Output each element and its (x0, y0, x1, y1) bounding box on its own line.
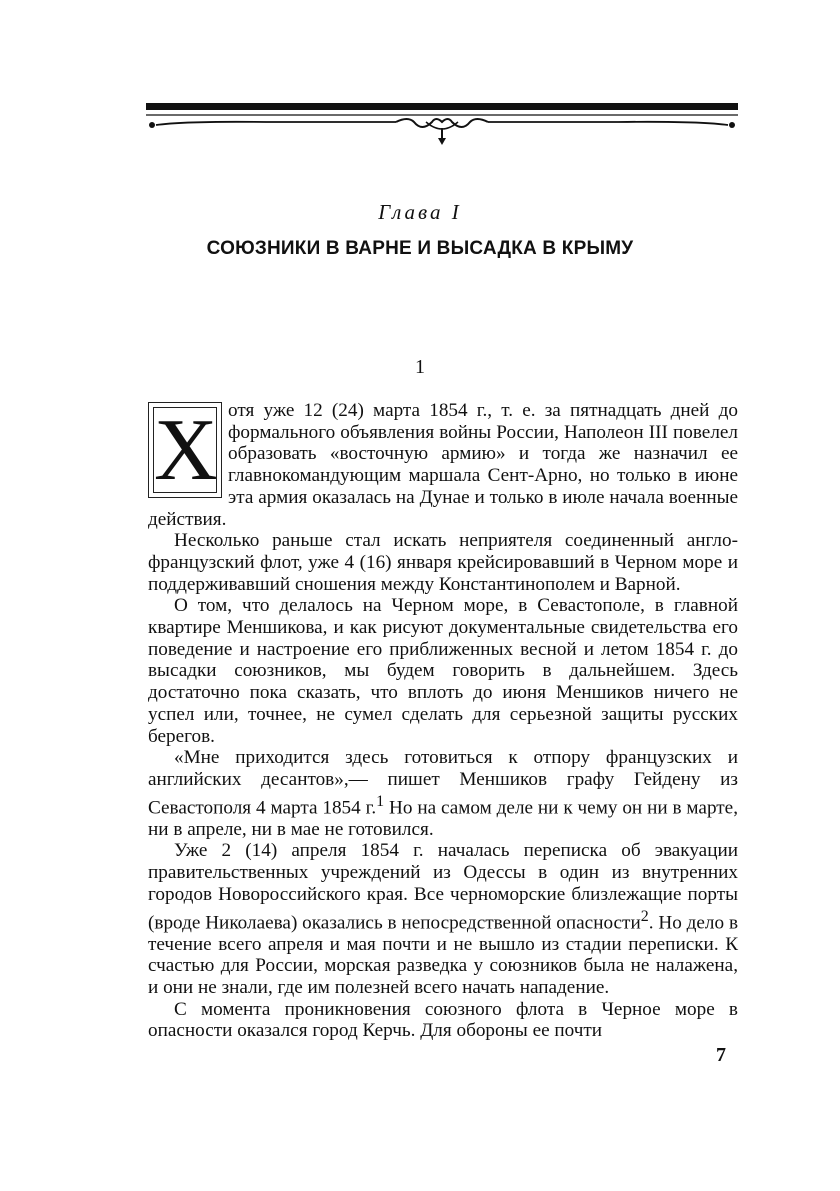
paragraph: Несколько раньше стал искать неприятеля соединенный англо-французский флот, уже 4 (16) января крейсировавший в Черном море и поддерживавший сношения между Константинополем и Варной. (148, 530, 738, 595)
chapter-title: СОЮЗНИКИ В ВАРНЕ И ВЫСАДКА В КРЫМУ (206, 238, 634, 259)
paragraph-text: Уже 2 (14) апреля 1854 г. началась переписка об эвакуации правительственных учреждений из Одессы в один из внутренних городов Новороссийского края. Все черноморские близлежащие порты (вроде Николаева) оказались в непосредственной опасности (148, 840, 738, 933)
footnote-marker[interactable]: 2 (640, 907, 649, 925)
paragraph: отя уже 12 (24) марта 1854 г., т. е. за пятнадцать дней до формального объявления войны России, Наполеон III повелел образовать «восточную армию» и тогда же назначил ее главнокомандующим маршала Сент-Арно, но только в июне эта армия оказалась на Дунае и только в июле начала военные действия. (148, 400, 738, 530)
paragraph-text: «Мне приходится здесь готовиться к отпору французских и английских десантов»,— пишет Меншиков графу Гейдену из Севастополя 4 марта 1854 г. (148, 747, 738, 819)
paragraph-text: Но на самом деле ни к чему он ни в марте, ни в апреле, ни в мае не готовился. (148, 797, 738, 840)
paragraph (148, 840, 738, 998)
page-number: 7 (716, 1044, 726, 1066)
paragraph: С момента проникновения союзного флота в Черное море в опасности оказался город Керчь. Для обороны ее почти (148, 998, 738, 1042)
paragraph-text: . Но дело в течение всего апреля и мая почти и не вышло из стадии переписки. К счастью для России, морская разведка у союзников была не налажена, и они не знали, где им полезней всего начать нападение. (148, 911, 738, 999)
paragraph: О том, что делалось на Черном море, в Севастополе, в главной квартире Меншикова, и как рисуют документальные свидетельства его поведение и настроение его приближенных весной и летом 1854 г. до высадки союзников, мы будем говорить в дальнейшем. Здесь достаточно пока сказать, что вплоть до июня Меншиков ничего не успел или, точнее, не сумел сделать для серьезной защиты русских берегов. (148, 595, 738, 747)
decorative-header-rule (146, 98, 738, 152)
drop-cap-frame (148, 402, 222, 498)
drop-cap-letter: Х (154, 402, 218, 499)
footnote-marker[interactable]: 1 (376, 792, 385, 810)
chapter-label: Глава I (378, 200, 462, 224)
body-text (148, 400, 738, 1042)
paragraph (148, 747, 738, 840)
section-number: 1 (415, 356, 425, 378)
